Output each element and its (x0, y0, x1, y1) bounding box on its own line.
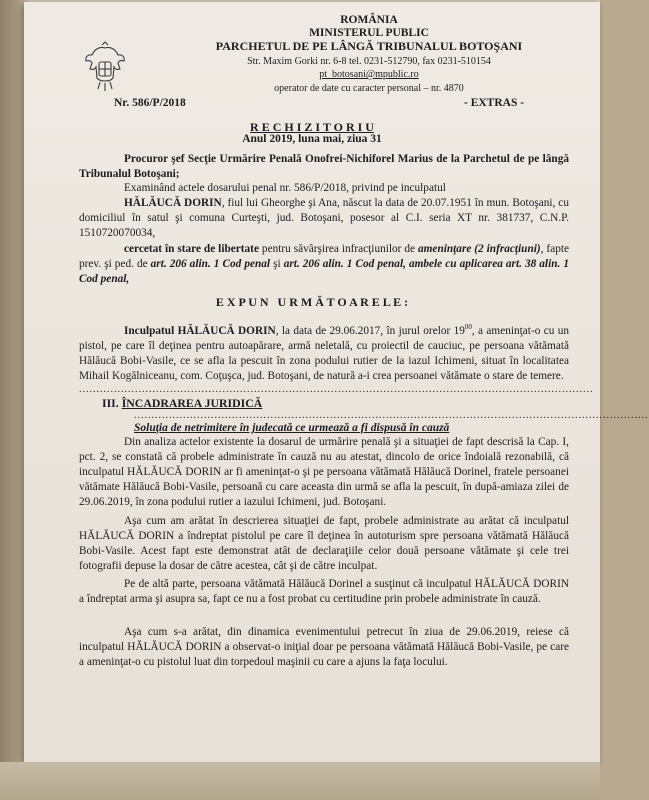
facts-time-sup: 00 (464, 323, 472, 331)
dotted-separator-2: ................................................................................................................................................... (134, 410, 649, 421)
charged-articles: art. 206 alin. 1 Cod penal (150, 258, 271, 270)
charged-offense: ameninţare (2 infracţiuni) (418, 243, 541, 255)
document-title: R E C H I Z I T O R I U (250, 120, 374, 134)
header-ministry: MINISTERUL PUBLIC (309, 27, 429, 39)
document-number: Nr. 586/P/2018 (114, 97, 186, 109)
header-email[interactable] (184, 68, 554, 81)
charged-articles-2: art. 206 alin. 1 Cod penal, ambele cu aplicarea art. 38 alin. 1 Cod penal, (79, 258, 570, 285)
document-date: Anul 2019, luna mai, ziua 31 (242, 133, 382, 145)
header-office: PARCHETUL DE PE LÂNGĂ TRIBUNALUL BOTOŞANI (215, 39, 523, 53)
table-surface-bottom (0, 762, 600, 800)
legal-paragraph-3: Pe de altă parte, persoana vătămată Hălăucă Dorinel a susţinut că inculpatul HĂLĂUCĂ DORIN a îndreptat arma şi asupra sa, fapt ce nu a fost probat cu certitudine prin probele administrate în cauză. (79, 578, 569, 605)
legal-heading-number: III. (102, 396, 119, 410)
legal-paragraph-2: Aşa cum am arătat în descrierea situaţiei de fapt, probele administrate au arătat că inculpatul HĂLĂUCĂ DORIN a îndreptat pistolul pe care îl deţinea în autoturism spre persoana vătămată Hălăucă Bobi-Vasile. Acest fapt este demonstrat atât de declaraţiile celor două persoane vătămate şi cele trei fotografii depuse la dosar de către acestea, cât şi de către inculpat. (79, 515, 569, 572)
legal-subheading: Soluţia de netrimitere în judecată ce urmează a fi dispusă în cauză (134, 422, 450, 434)
prosecutor-line: Procuror şef Secţie Urmărire Penală Onofrei-Nichiforel Marius de la Parchetul de pe lângă Tribunalul Botoşani; (79, 153, 569, 180)
dotted-separator: ................................................................................................................................................... (79, 384, 594, 395)
header-operator: operator de date cu caracter personal – nr. 4870 (274, 83, 464, 94)
examining-line: Examinând actele dosarului penal nr. 586/P/2018, privind pe inculpatul (124, 182, 446, 194)
legal-heading (102, 396, 262, 411)
charges-paragraph (79, 242, 569, 287)
header-address: Str. Maxim Gorki nr. 6-8 tel. 0231-512790, fax 0231-510154 (247, 56, 491, 67)
facts-text: , la data de 29.06.2017, în jurul orelor 19 (275, 324, 465, 337)
defendant-details: , fiul lui Gheorghe şi Ana, născut la data de 20.07.1951 în mun. Botoşani, cu domiciliul în satul şi comuna Curteşti, jud. Botoşani, posesor al C.I. seria XT nr. 381737, C.N.P. 1510720070034, (79, 197, 569, 239)
charged-text: pentru săvârşirea infracţiunilor de (258, 243, 418, 255)
facts-lead: Inculpatul HĂLĂUCĂ DORIN (124, 324, 276, 337)
legal-paragraph-1: Din analiza actelor existente la dosarul de urmărire penală şi a situaţiei de fapt descrisă la Cap. I, pct. 2, se constată că probele administrate în cauză nu au atestat, dincolo de orice îndoială rezonabilă, că inculpatul HĂLĂUCĂ DORIN ar fi ameninţat-o şi pe persoana vătămată Hălăucă Dorinel, fratele persoanei vătămate Hălăucă Bobi-Vasile, persoană cu care aceasta din urmă se afla la pescuit, în după-amiaza zilei de 29.06.2019, în zona podului rutier a iazului Ichimeni, jud. Botoşani. (79, 436, 569, 508)
extras-label: - EXTRAS - (464, 97, 525, 109)
coat-of-arms-icon (82, 42, 128, 94)
document-page (24, 2, 649, 762)
facts-text-2: , a ameninţat-o cu un pistol, pe care îl deţinea pentru autoapărare, armă neletală, cu proiectil de cauciuc, pe persoana vătămată Hălăucă Bobi-Vasile, ce se afla la pescuit în zona podului rutier de la iazul Ichimeni, situat în localitatea Mihail Kogălniceanu, com. Coţuşca, jud. Botoşani, de natură a-i crea persoanei vătămate o stare de temere. (79, 324, 569, 382)
legal-paragraph-4: Aşa cum s-a arătat, din dinamica evenimentului petrecut în ziua de 29.06.2019, reiese că inculpatul HĂLĂUCĂ DORIN a observat-o iniţial doar pe persoana vătămată Hălăucă Bobi-Vasile, pe care a ameninţat-o cu pistolul luat din torpedoul maşinii cu care a ajuns la faţa locului. (79, 626, 569, 668)
charged-and: şi (270, 258, 284, 270)
defendant-name: HĂLĂUCĂ DORIN (124, 197, 222, 209)
email-link[interactable]: pt_botosani@mpublic.ro (319, 69, 419, 80)
charged-status: cercetat în stare de libertate (124, 243, 259, 255)
section-title: E X P U N U R M Ă T O A R E L E : (215, 295, 409, 309)
defendant-paragraph (79, 196, 569, 241)
legal-heading-text: ÎNCADRAREA JURIDICĂ (121, 396, 263, 410)
facts-paragraph (79, 320, 569, 384)
header-country: ROMÂNIA (340, 14, 398, 26)
charged-text-2: , fapte prev. şi ped. de (79, 243, 570, 270)
